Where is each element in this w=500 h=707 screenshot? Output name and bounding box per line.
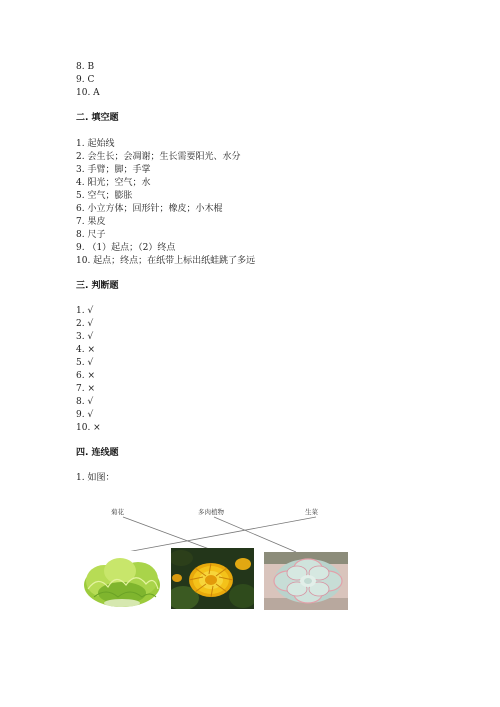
answer-line: 3. √ xyxy=(76,332,94,342)
answer-line: 8. 尺子 xyxy=(76,230,106,240)
section-heading: 三. 判断题 xyxy=(76,281,119,291)
chrysanthemum-photo xyxy=(171,548,254,609)
answer-line: 9. C xyxy=(76,75,95,85)
answer-line: 1. 如图： xyxy=(76,473,115,483)
section-heading: 二. 填空题 xyxy=(76,113,119,123)
answer-line: 5. √ xyxy=(76,358,94,368)
succulent-photo xyxy=(264,552,348,610)
answer-line: 8. √ xyxy=(76,397,94,407)
answer-line: 3. 手臂；脚；手掌 xyxy=(76,165,151,175)
answer-line: 10. A xyxy=(76,88,100,98)
label-lettuce: 生菜 xyxy=(305,508,318,516)
answer-line: 7. × xyxy=(76,384,95,394)
answer-line: 6. 小立方体；回形针；橡皮；小木棍 xyxy=(76,204,223,214)
answer-line: 5. 空气；膨胀 xyxy=(76,191,133,201)
answer-line: 9. √ xyxy=(76,410,94,420)
answer-line: 1. √ xyxy=(76,306,94,316)
label-chrysanthemum: 菊花 xyxy=(111,508,124,516)
answer-line: 9. （1）起点；（2）终点 xyxy=(76,243,176,253)
answer-line: 4. × xyxy=(76,345,95,355)
answer-line: 10. × xyxy=(76,423,101,433)
label-succulent: 多肉植物 xyxy=(198,508,224,516)
connector-chrysanthemum-line xyxy=(123,517,212,550)
answer-line: 6. × xyxy=(76,371,95,381)
answer-line: 1. 起始线 xyxy=(76,139,115,149)
answer-line: 10. 起点；终点；在纸带上标出纸蛙跳了多远 xyxy=(76,256,256,266)
answer-line: 4. 阳光；空气；水 xyxy=(76,178,151,188)
connector-lettuce-line xyxy=(127,517,316,552)
answer-line: 7. 果皮 xyxy=(76,217,106,227)
answer-line: 2. 会生长；会凋谢；生长需要阳光、水分 xyxy=(76,152,241,162)
answer-line: 8. B xyxy=(76,62,95,72)
connector-succulent-line xyxy=(214,517,296,552)
section-heading: 四. 连线题 xyxy=(76,448,119,458)
answer-line: 2. √ xyxy=(76,319,94,329)
lettuce-photo xyxy=(78,551,164,611)
